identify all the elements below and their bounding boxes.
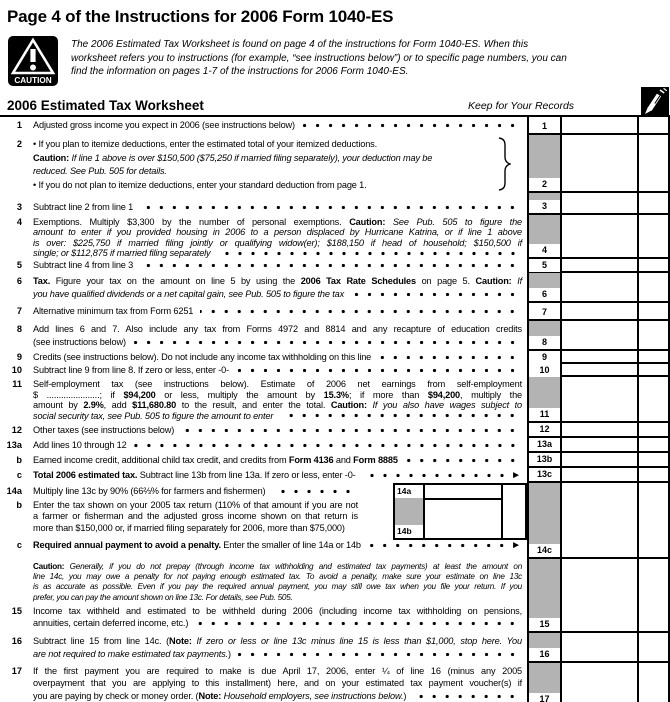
line-number: 5 (16, 260, 22, 270)
dotted-leader (195, 619, 519, 628)
line-13c-box-label: 13c (529, 468, 560, 481)
dotted-leader (302, 121, 519, 130)
line-number: 11 (12, 379, 22, 389)
caution-icon-label: CAUTION (14, 76, 52, 85)
worksheet-row-10 (0, 364, 670, 377)
dotted-leader (140, 261, 519, 270)
line-13b-amount-field (560, 453, 637, 468)
line-16-text: 16 Subtract line 15 from line 14c. (Note: If zero or less or line 13c minus line 15 is less than $1,000, stop here. You are not required to make estimated tax payments.) (0, 633, 527, 663)
brace-icon (497, 137, 511, 196)
line-number: 6 (16, 276, 22, 286)
line-16-box-column (527, 633, 560, 663)
line-number: c (16, 470, 22, 480)
line-number: 2 (16, 139, 22, 149)
line-14-cents-field (637, 483, 670, 559)
line-5-box-column (527, 259, 560, 273)
line-13c-cents-field (637, 468, 670, 483)
line-13a-text: 13a Add lines 10 through 12 (0, 438, 527, 453)
dotted-leader (378, 353, 519, 362)
dotted-leader (238, 650, 519, 659)
caution-note-text (71, 38, 567, 88)
line-number: 9 (16, 352, 22, 362)
line-1-box-label: 1 (529, 120, 560, 133)
line-5-cents-field (637, 259, 670, 273)
worksheet-row-13b (0, 453, 670, 468)
line-13b-box-column (527, 453, 560, 468)
line-4-cents-field (637, 215, 670, 259)
line-9-text: 9 Credits (see instructions below). Do not include any income tax withholding on this line (0, 351, 527, 364)
line-14b-box-label: 14b (395, 525, 423, 538)
line-17-box-label: 17 (529, 693, 560, 702)
line-6-text: 6 Tax. Figure your tax on the amount on line 5 by using the 2006 Tax Rate Schedules on page 5. Caution: If you have qualified dividends or a net capital gain, see Pub. 505 to figure the tax (0, 273, 527, 303)
dotted-leader (351, 290, 519, 299)
dotted-leader (134, 441, 519, 450)
dotted-leader (363, 471, 509, 480)
caution-note-line: The 2006 Estimated Tax Worksheet is found on page 4 of the instructions for Form 1040-ES. When this (71, 39, 529, 50)
line-number: 17 (11, 666, 22, 676)
line-14-box-column (527, 483, 560, 559)
line-12-cents-field (637, 423, 670, 438)
line-13b-box-label: 13b (529, 453, 560, 466)
line-2-cents-field (637, 135, 670, 193)
line-5-amount-field (560, 259, 637, 273)
line-14-box-label: 14c (529, 544, 560, 557)
dotted-leader (140, 203, 519, 212)
worksheet-row-3 (0, 193, 670, 215)
line-15-box-label: 15 (529, 618, 560, 631)
arrow-icon: ► (511, 470, 521, 481)
line-1-amount-field (560, 117, 637, 135)
line-1-cents-field (637, 117, 670, 135)
line-10-cents-field (637, 364, 670, 377)
worksheet-row-12 (0, 423, 670, 438)
line-16-cents-field (637, 633, 670, 663)
line-6-cents-field (637, 273, 670, 303)
line-9-amount-field (560, 351, 637, 364)
line-9-cents-field (637, 351, 670, 364)
worksheet-row-16 (0, 633, 670, 663)
line-13a-box-label: 13a (529, 438, 560, 451)
line-15-amount-field (560, 559, 637, 633)
worksheet-header (0, 92, 670, 115)
line-8-amount-field (560, 321, 637, 351)
worksheet-row-1 (0, 117, 670, 135)
dotted-leader (280, 411, 519, 420)
dotted-leader (200, 307, 519, 316)
arrow-icon: ► (511, 539, 521, 551)
line-17-text: 17 If the first payment you are required to make is due April 17, 2006, enter ¼ of line 16 (minus any 2005 overpayment that you are applying to this installment) here, and on your estimated tax payment voucher(s) if you are paying by check or money order. (Note: Household employers, see instructions below.) (0, 663, 527, 702)
line-8-cents-field (637, 321, 670, 351)
line-2-box-column (527, 135, 560, 193)
line-10-amount-field (560, 364, 637, 377)
worksheet-title: 2006 Estimated Tax Worksheet (7, 98, 204, 113)
line-14-amount-field (560, 483, 637, 559)
line-11-cents-field (637, 377, 670, 423)
line-13b-text: b Earned income credit, additional child tax credit, and credits from Form 4136 and Form 8885 (0, 453, 527, 468)
line-14a-cents-field (501, 485, 525, 538)
line-2-box-label: 2 (529, 178, 560, 191)
line-number: b (16, 455, 22, 465)
line-8-box-label: 8 (529, 336, 560, 349)
line-4-box-column (527, 215, 560, 259)
line-4-text: 4 Exemptions. Multiply $3,300 by the number of personal exemptions. Caution: See Pub. 505 to figure the amount to enter if you provided housing in 2006 to a person displaced by Hurricane Katrina, or if line 1 above is over: $225,750 if married filing jointly or qualifying widow(er); $188,150 if head of household; $150,500 if single; or $112,875 if married filing separately (0, 215, 527, 259)
line-12-box-column (527, 423, 560, 438)
line-5-box-label: 5 (529, 259, 560, 272)
line-11-amount-field (560, 377, 637, 423)
line-number: 3 (16, 202, 22, 212)
worksheet-row-7 (0, 303, 670, 321)
worksheet-row-2 (0, 135, 670, 193)
line-number: 10 (11, 365, 22, 375)
line-number: 8 (16, 324, 22, 334)
line-11-box-column (527, 377, 560, 423)
line-9-box-label: 9 (529, 351, 560, 364)
worksheet-row-8 (0, 321, 670, 351)
line-number: 12 (11, 425, 22, 435)
line-4-box-label: 4 (529, 244, 560, 257)
line-15-box-column (527, 559, 560, 633)
line-12-text: 12 Other taxes (see instructions below) (0, 423, 527, 438)
line-13a-cents-field (637, 438, 670, 453)
line-11-text: 11 Self-employment tax (see instructions below). Estimate of 2006 net earnings from self-employment $ ......................; if $94,200 or less, multiply the amount by 15.3%; if more than $94,200, multiply the amount by 2.9%, add $11,680.80 to the result, and enter the total. Caution: If you also have wages subject to social security tax, see Pub. 505 to figure the amount to enter (0, 377, 527, 423)
keep-for-records-note: Keep for Your Records (468, 100, 575, 112)
dotted-leader (413, 692, 519, 701)
line-number: 15 (11, 605, 22, 616)
caution-icon (8, 36, 58, 88)
line-6-box-column (527, 273, 560, 303)
line-14a-amount-field (425, 485, 501, 538)
line-14a-box-label: 14a (395, 485, 423, 498)
dotted-leader (236, 366, 519, 375)
line-number: b (16, 500, 22, 510)
line-8-box-column (527, 321, 560, 351)
line-2-amount-field (560, 135, 637, 193)
line-17-amount-field (560, 663, 637, 702)
line-15-text: Caution: Generally, if you do not prepay (through income tax withholding and estimated tax payments) at least the amount on line 14c, you may owe a penalty for not paying enough estimated tax. To avoid a penalty, make sure your estimate on line 13c is as accurate as possible. Even if you pay the required annual payment, you may still owe tax when you file your return. If you prefer, you can pay the amount shown on line 13c. For details, see Pub. 505. 15 Income tax withheld and estimated to be withheld during 2006 (including income tax withholding on pensions, annuities, certain deferred income, etc.) (0, 559, 527, 633)
line-3-amount-field (560, 193, 637, 215)
worksheet-row-5 (0, 259, 670, 273)
line-17-cents-field (637, 663, 670, 702)
line-13c-box-column (527, 468, 560, 483)
line-3-text: 3 Subtract line 2 from line 1 (0, 193, 527, 215)
line-number: 13a (6, 440, 22, 450)
line-number: 16 (11, 636, 22, 646)
line-4-amount-field (560, 215, 637, 259)
line-6-amount-field (560, 273, 637, 303)
line-7-amount-field (560, 303, 637, 321)
caution-note-line: worksheet refers you to instructions (for example, “see instructions below”) or to specific page numbers, you can (71, 52, 567, 64)
worksheet-row-13c (0, 468, 670, 483)
line-10-box-label: 10 (529, 364, 560, 377)
line-12-box-label: 12 (529, 423, 560, 436)
worksheet-row-17 (0, 663, 670, 702)
line-7-cents-field (637, 303, 670, 321)
worksheet-table (0, 115, 670, 702)
worksheet-row-6 (0, 273, 670, 303)
caution-note-line: find the information on pages 1-7 of the instructions for 2006 Form 1040-ES. (71, 66, 409, 77)
line-number: c (16, 539, 22, 550)
line-number: 7 (16, 306, 22, 316)
worksheet-row-13a (0, 438, 670, 453)
dotted-leader (405, 456, 519, 465)
worksheet-row-15 (0, 559, 670, 633)
line-16-amount-field (560, 633, 637, 663)
caution-note (8, 36, 662, 88)
dotted-leader (181, 426, 519, 435)
line-10-text: 10 Subtract line 9 from line 8. If zero or less, enter -0- (0, 364, 527, 377)
worksheet-row-4 (0, 215, 670, 259)
dotted-leader (272, 487, 355, 496)
pencil-icon (641, 87, 669, 115)
line-9-box-column (527, 351, 560, 364)
line-13c-text: c Total 2006 estimated tax. Subtract line 13b from line 13a. If zero or less, enter -0- ► (0, 468, 527, 483)
line-6-box-label: 6 (529, 288, 560, 301)
line-5-text: 5 Subtract line 4 from line 3 (0, 259, 527, 273)
line-12-amount-field (560, 423, 637, 438)
line-1-box-column (527, 117, 560, 135)
line-11-box-label: 11 (529, 408, 560, 421)
line-7-box-column (527, 303, 560, 321)
line-10-box-column (527, 364, 560, 377)
line-number: 4 (16, 217, 22, 227)
line-7-box-label: 7 (529, 306, 560, 319)
line-13c-amount-field (560, 468, 637, 483)
worksheet-row-14 (0, 483, 670, 559)
dotted-leader (368, 541, 508, 550)
dotted-leader (133, 338, 519, 347)
line-number: 14a (6, 486, 22, 496)
line-2-text: 2 • If you plan to itemize deductions, enter the estimated total of your itemized deductions. Caution: If line 1 above is over $150,500 ($75,250 if married filing separately), your deduction may be reduced. See Pub. 505 for details. • If you do not plan to itemize deductions, enter your standard deduction from page 1. (0, 135, 527, 193)
line-3-box-column (527, 193, 560, 215)
line-13b-cents-field (637, 453, 670, 468)
page-title: Page 4 of the Instructions for 2006 Form 1040-ES (7, 7, 394, 26)
line-number: 1 (16, 120, 22, 130)
dotted-leader (218, 249, 519, 258)
line-1-text: 1 Adjusted gross income you expect in 2006 (see instructions below) (0, 117, 527, 135)
line-8-text: 8 Add lines 6 and 7. Also include any tax from Forms 4972 and 8814 and any recapture of education credits (see instructions below) (0, 321, 527, 351)
line-13a-box-column (527, 438, 560, 453)
line-13a-amount-field (560, 438, 637, 453)
line-16-box-label: 16 (529, 648, 560, 661)
line-7-text: 7 Alternative minimum tax from Form 6251 (0, 303, 527, 321)
line-3-box-label: 3 (529, 200, 560, 213)
line-17-box-column (527, 663, 560, 702)
line-14ab-entry-box (393, 483, 527, 540)
line-14-text: 14a Multiply line 13c by 90% (66⅔% for farmers and fishermen) b Enter the tax shown on your 2005 tax return (110% of that amount if you are not a farmer or fisherman and the adjusted gross income shown on that return is more than $150,000 or, if married filing separately for 2006, more than $75,000) c Required annual payment to avoid a penalty. Enter the smaller of line 14a or 14b ► (0, 483, 527, 559)
line-15-cents-field (637, 559, 670, 633)
line-3-cents-field (637, 193, 670, 215)
worksheet-row-9 (0, 351, 670, 364)
worksheet-row-11 (0, 377, 670, 423)
